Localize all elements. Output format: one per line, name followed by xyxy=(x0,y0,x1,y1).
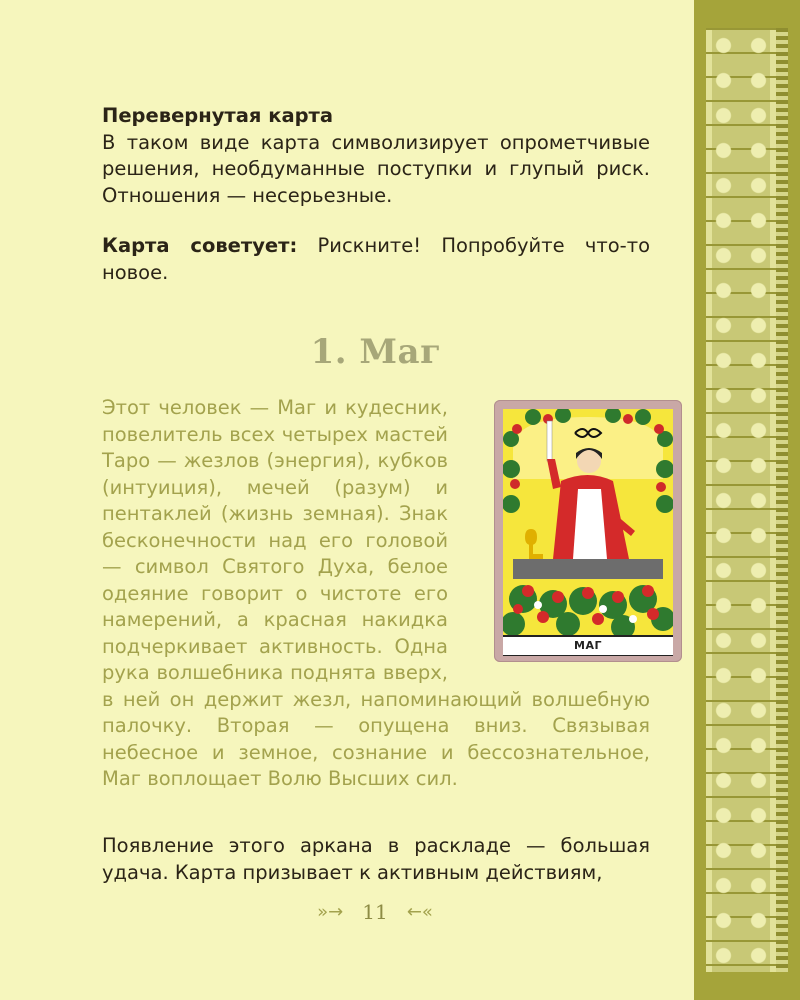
tarot-card-magician xyxy=(494,400,682,662)
page-number: 11 xyxy=(362,900,388,924)
reversed-card-heading: Перевернутая карта xyxy=(102,104,334,127)
card-advice xyxy=(102,233,650,286)
closing-paragraph: Появление этого аркана в раскладе — большая удача. Карта призывает к активным действиям, xyxy=(102,834,650,884)
section-title: 1. Маг xyxy=(310,332,442,372)
page-footer xyxy=(300,900,450,936)
card-caption: МАГ xyxy=(503,635,673,656)
advice-text: Рискните! Попробуйте что-то новое. xyxy=(102,234,650,284)
border-edge-pattern xyxy=(776,28,788,972)
left-ornament-icon: »→ xyxy=(317,901,344,923)
right-ornament-icon: ←« xyxy=(406,901,433,923)
decorative-border xyxy=(694,0,800,1000)
magician-description-text: Этот человек — Маг и кудесник, повелитель всех четырех мастей Таро — жезлов (энергия), кубков (интуиция), мечей (разум) и пентаклей (жизнь земная). Знак бесконечности над его головой — символ Святого Духа, белое одеяние говорит о чистоте его намерений, а красная накидка подчеркивает активность. Одна рука волшебника поднята вверх, в ней он держит жезл, напоминающий волшебную палочку. Вторая — опущена вниз. Связывая небесное и земное, сознание и бессознательное, Маг воплощает Волю Высших сил. xyxy=(102,396,650,790)
reversed-card-text: В таком виде карта символизирует опрометчивые решения, необдуманные поступки и глупый риск. Отношения — несерьезные. xyxy=(102,130,650,207)
reversed-card-section xyxy=(102,103,650,209)
floral-pattern-icon xyxy=(706,28,776,972)
advice-label: Карта советует: xyxy=(102,234,298,257)
card-illustration xyxy=(503,409,673,635)
magician-figure-icon xyxy=(503,409,673,635)
